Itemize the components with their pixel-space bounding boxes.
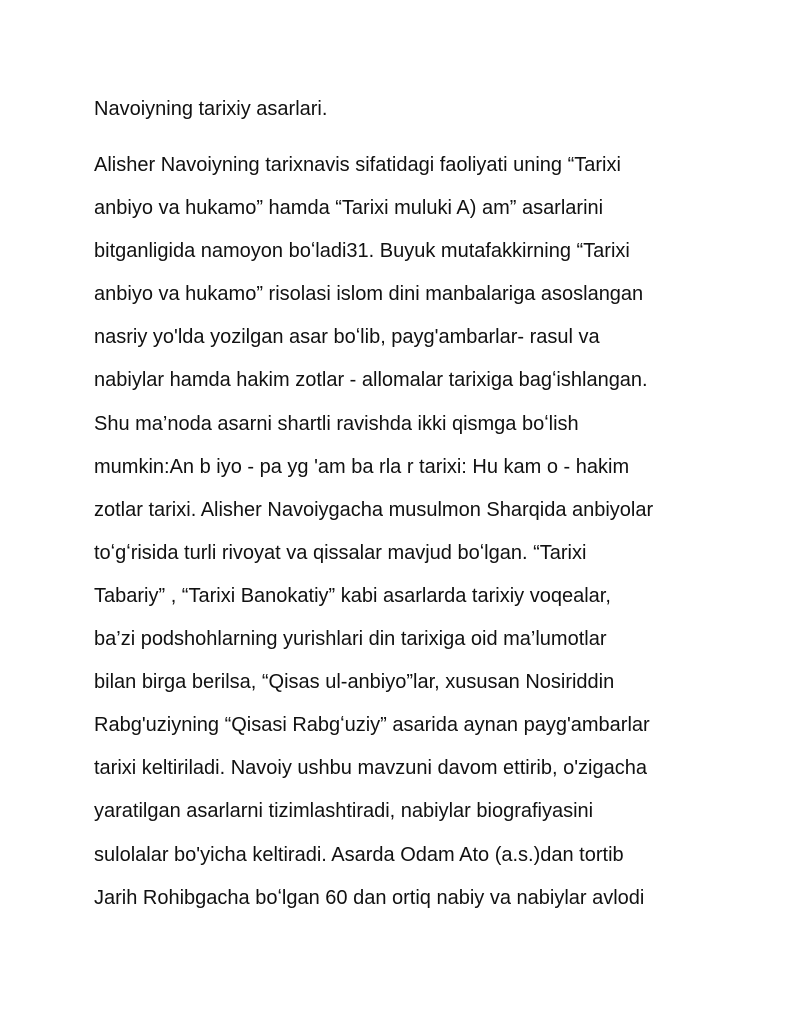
text-line: toʻgʻrisida turli rivoyat va qissalar mavjud boʻlgan. “Tarixi xyxy=(94,541,587,564)
text-line: sulolalar bo'yicha keltiradi. Asarda Odam Ato (a.s.)dan tortib xyxy=(94,843,624,866)
text-line: tarixi keltiriladi. Navoiy ushbu mavzuni davom ettirib, o'zigacha xyxy=(94,757,647,780)
text-line: bilan birga berilsa, “Qisas ul-anbiyo”lar, xususan Nosiriddin xyxy=(94,671,615,694)
document-body xyxy=(94,151,653,927)
text-line: Jarih Rohibgacha boʻlgan 60 dan ortiq nabiy va nabiylar avlodi xyxy=(94,886,645,909)
text-line: zotlar tarixi. Alisher Navoiygacha musulmon Sharqida anbiyolar xyxy=(94,498,654,521)
text-line: yaratilgan asarlarni tizimlashtiradi, nabiylar biografiyasini xyxy=(94,800,594,823)
text-line: Shu ma’noda asarni shartli ravishda ikki qismga boʻlish xyxy=(94,412,579,435)
text-line: nabiylar hamda hakim zotlar - allomalar tarixiga bagʻishlangan. xyxy=(94,369,648,392)
text-line: Rabg'uziyning “Qisasi Rabgʻuziy” asarida aynan payg'ambarlar xyxy=(94,714,650,737)
text-line: bitganligida namoyon boʻladi31. Buyuk mutafakkirning “Tarixi xyxy=(94,240,630,263)
text-line: mumkin:An b iyo - pa yg 'am ba rla r tarixi: Hu kam o - hakim xyxy=(94,455,630,478)
text-line: ba’zi podshohlarning yurishlari din tarixiga oid ma’lumotlar xyxy=(94,628,607,651)
document-heading: Navoiyning tarixiy asarlari. xyxy=(94,98,328,120)
text-line: nasriy yo'lda yozilgan asar boʻlib, payg'ambarlar- rasul va xyxy=(94,326,600,349)
text-line: Tabariy” , “Tarixi Banokatiy” kabi asarlarda tarixiy voqealar, xyxy=(94,584,611,607)
text-line: anbiyo va hukamo” hamda “Tarixi muluki A) am” asarlarini xyxy=(94,197,604,220)
text-line: anbiyo va hukamo” risolasi islom dini manbalariga asoslangan xyxy=(94,283,644,306)
text-line: Alisher Navoiyning tarixnavis sifatidagi faoliyati uning “Tarixi xyxy=(94,154,621,176)
